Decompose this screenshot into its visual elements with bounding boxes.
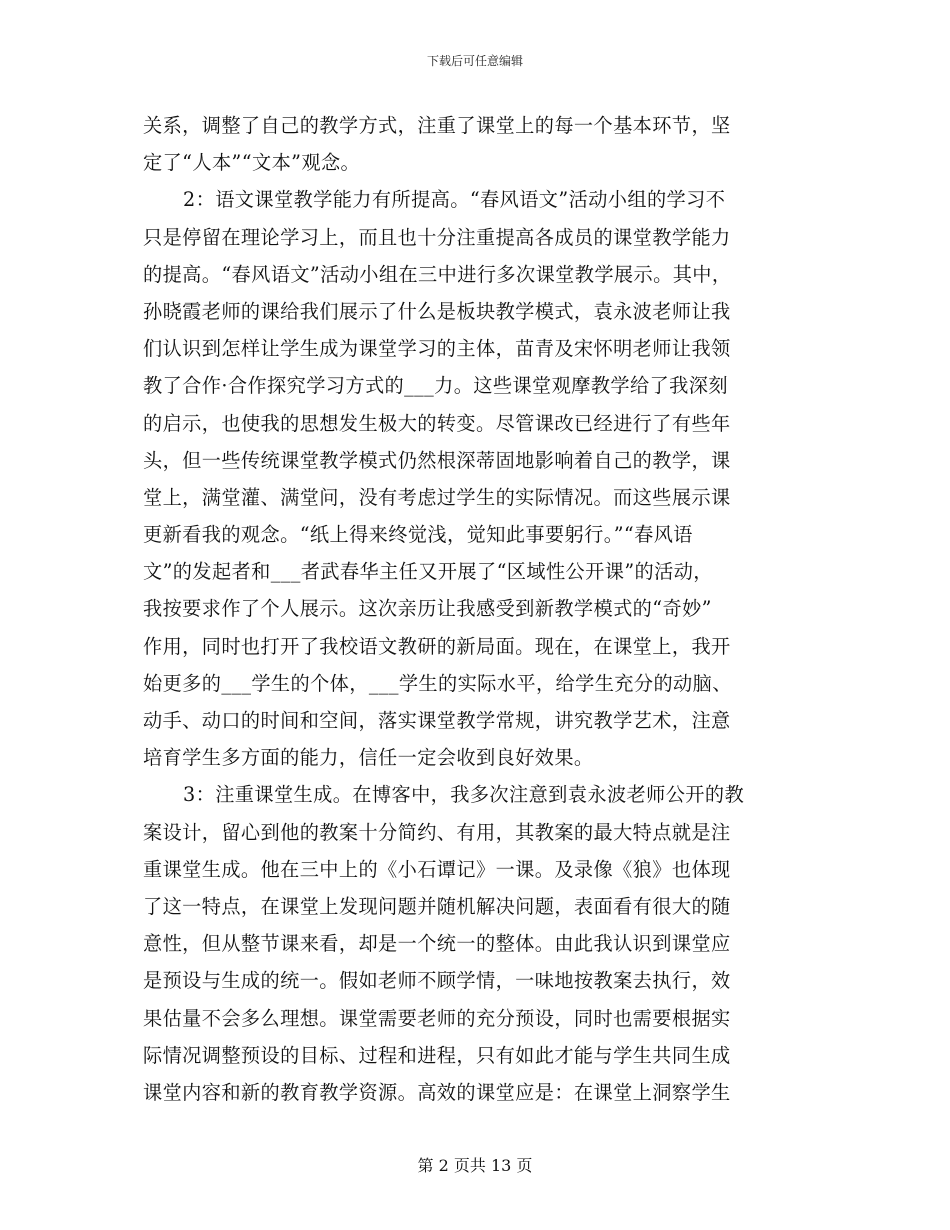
text-line: 只是停留在理论学习上，而且也十分注重提高各成员的课堂教学能力 — [143, 225, 731, 249]
text-line: 定了“人本”“文本”观念。 — [143, 151, 361, 175]
text-line: 教了合作·合作探究学习方式的___力。这些课堂观摩教学给了我深刻 — [143, 374, 728, 398]
text-line: 动手、动口的时间和空间，落实课堂教学常规，讲究教学艺术，注意 — [143, 709, 731, 732]
paragraph-start-line: 3：注重课堂生成。在博客中，我多次注意到袁永波老师公开的教 — [183, 783, 745, 807]
page-header: 下载后可任意编辑 — [426, 54, 523, 68]
page-footer: 第 2 页共 13 页 — [417, 1156, 533, 1175]
body-text — [143, 107, 803, 1111]
text-line: 重课堂生成。他在三中上的《小石谭记》一课。及录像《狼》也体现 — [143, 857, 731, 881]
text-line: 堂上，满堂灌、满堂问，没有考虑过学生的实际情况。而这些展示课 — [143, 485, 731, 509]
text-line: 们认识到怎样让学生成为课堂学习的主体，苗青及宋怀明老师让我领 — [143, 337, 731, 361]
text-line: 果估量不会多么理想。课堂需要老师的充分预设，同时也需要根据实 — [143, 1006, 731, 1030]
text-line: 头，但一些传统课堂教学模式仍然根深蒂固地影响着自己的教学，课 — [143, 448, 731, 472]
text-line: 案设计，留心到他的教案十分简约、有用，其教案的最大特点就是注 — [143, 820, 731, 844]
text-line: 关系，调整了自己的教学方式，注重了课堂上的每一个基本环节，坚 — [143, 114, 731, 137]
paragraph-start-line: 2：语文课堂教学能力有所提高。“春风语文”活动小组的学习不 — [183, 188, 726, 212]
text-line: 的启示，也使我的思想发生极大的转变。尽管课改已经进行了有些年 — [143, 411, 731, 435]
text-line: 了这一特点，在课堂上发现问题并随机解决问题，表面看有很大的随 — [143, 894, 731, 918]
text-line: 是预设与生成的统一。假如老师不顾学情，一味地按教案去执行，效 — [143, 969, 731, 993]
text-line: 始更多的___学生的个体，___学生的实际水平，给学生充分的动脑、 — [143, 671, 732, 695]
text-line: 孙晓霞老师的课给我们展示了什么是板块教学模式，袁永波老师让我 — [143, 299, 731, 323]
text-line: 文”的发起者和___者武春华主任又开展了“区域性公开课”的活动， — [143, 560, 713, 584]
text-line: 际情况调整预设的目标、过程和进程，只有如此才能与学生共同生成 — [143, 1043, 731, 1067]
text-line: 培育学生多方面的能力，信任一定会收到良好效果。 — [143, 746, 594, 770]
text-line: 课堂内容和新的教育教学资源。高效的课堂应是：在课堂上洞察学生 — [143, 1080, 731, 1104]
text-line: 我按要求作了个人展示。这次亲历让我感受到新教学模式的“奇妙” — [143, 597, 712, 621]
text-line: 的提高。“春风语文”活动小组在三中进行多次课堂教学展示。其中， — [143, 262, 732, 286]
text-line: 更新看我的观念。“纸上得来终觉浅，觉知此事要躬行。”“春风语 — [143, 523, 693, 547]
text-line: 意性，但从整节课来看，却是一个统一的整体。由此我认识到课堂应 — [143, 932, 731, 956]
text-line: 作用，同时也打开了我校语文教研的新局面。现在，在课堂上，我开 — [143, 634, 731, 658]
